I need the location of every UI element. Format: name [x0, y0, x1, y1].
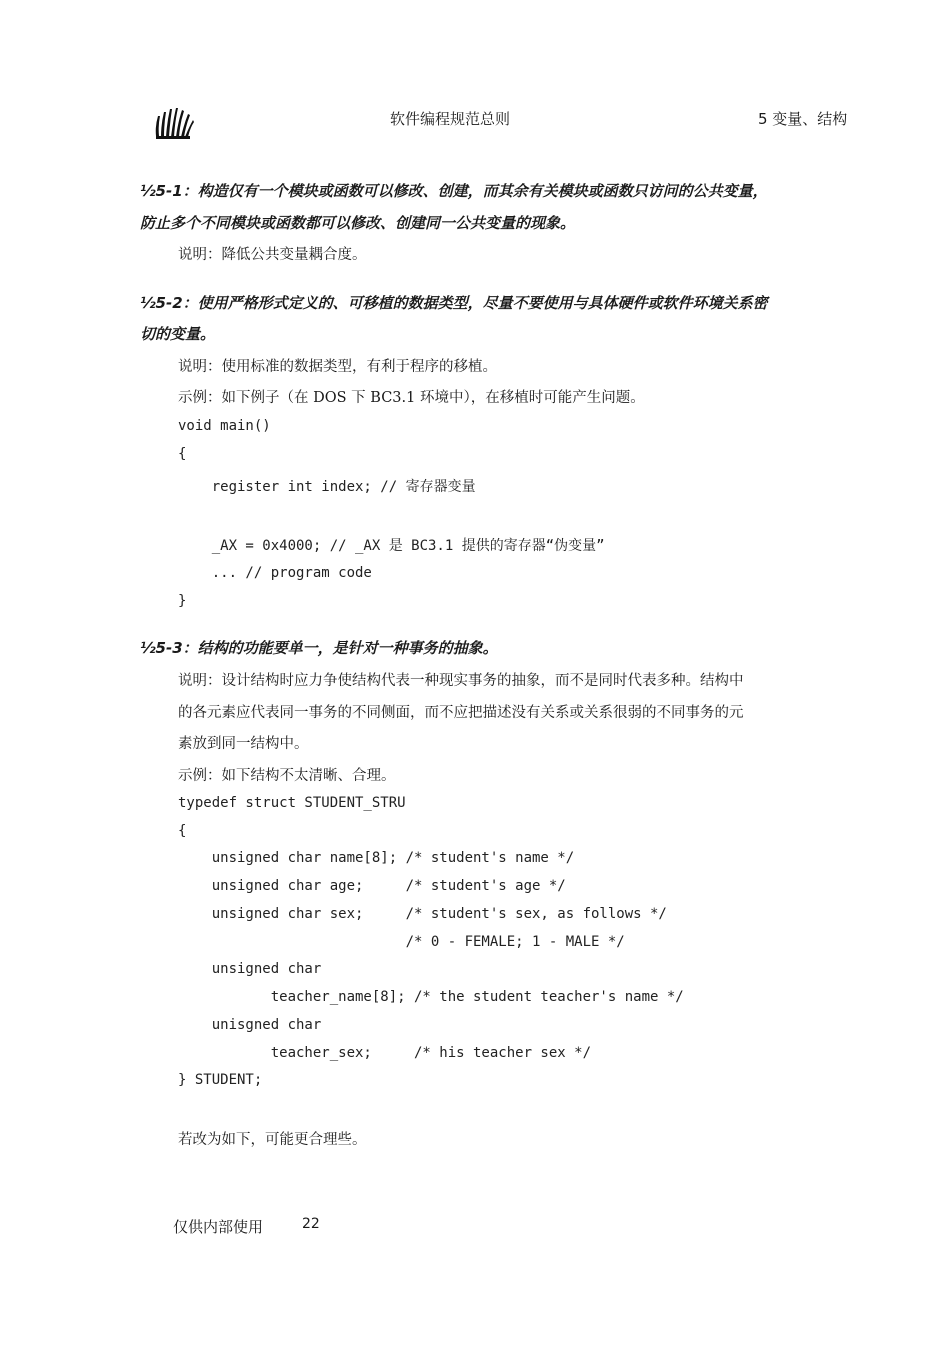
code-line: {	[178, 823, 187, 839]
code-line: unsigned char	[178, 961, 322, 977]
code-line: register int index; // 寄存器变量	[178, 479, 476, 495]
rule-5-1-line-2: 防止多个不同模块或函数都可以修改、创建同一公共变量的现象。	[140, 214, 576, 232]
rule-5-3-line-1: ½5-3：结构的功能要单一，是针对一种事务的抽象。	[140, 639, 498, 657]
code-line: ... // program code	[178, 565, 372, 581]
rule-5-1-note: 说明：降低公共变量耦合度。	[178, 247, 367, 263]
code-line: void main()	[178, 418, 271, 434]
page-number: 22	[302, 1216, 320, 1232]
document-title: 软件编程规范总则	[390, 110, 511, 128]
rule-5-1-line-1: ½5-1：构造仅有一个模块或函数可以修改、创建，而其余有关模块或函数只访问的公共变量，	[140, 182, 768, 200]
footer-label: 仅供内部使用	[173, 1218, 264, 1236]
rule-5-2-note: 说明：使用标准的数据类型，有利于程序的移植。	[178, 359, 497, 375]
code-line: {	[178, 446, 187, 462]
rule-5-3-after: 若改为如下，可能更合理些。	[178, 1132, 367, 1148]
rule-5-2-line-2: 切的变量。	[140, 325, 216, 343]
rule-5-3-note-line-3: 素放到同一结构中。	[178, 736, 309, 752]
rule-5-3-note-line-2: 的各元素应代表同一事务的不同侧面，而不应把描述没有关系或关系很弱的不同事务的元	[178, 705, 744, 721]
rule-5-2-example: 示例：如下例子（在 DOS 下 BC3.1 环境中），在移植时可能产生问题。	[178, 390, 645, 406]
code-line: /* 0 - FEMALE; 1 - MALE */	[178, 934, 625, 950]
code-line: }	[178, 593, 187, 609]
code-line: unsigned char sex; /* student's sex, as follows */	[178, 906, 667, 922]
code-line: teacher_name[8]; /* the student teacher's name */	[178, 989, 684, 1005]
code-line: } STUDENT;	[178, 1072, 263, 1088]
code-line: typedef struct STUDENT_STRU	[178, 795, 406, 811]
rule-5-3-note-line-1: 说明：设计结构时应力争使结构代表一种现实事务的抽象，而不是同时代表多种。结构中	[178, 673, 744, 689]
code-line: teacher_sex; /* his teacher sex */	[178, 1045, 592, 1061]
company-logo	[152, 106, 196, 140]
code-line: unsigned char age; /* student's age */	[178, 878, 566, 894]
code-line: _AX = 0x4000; // _AX 是 BC3.1 提供的寄存器“伪变量”	[178, 538, 605, 554]
rule-5-3-example: 示例：如下结构不太清晰、合理。	[178, 768, 396, 784]
rule-5-2-line-1: ½5-2：使用严格形式定义的、可移植的数据类型，尽量不要使用与具体硬件或软件环境关系密	[140, 294, 768, 312]
chapter-title: 5 变量、结构	[758, 110, 848, 128]
code-line: unsigned char name[8]; /* student's name */	[178, 850, 575, 866]
code-line: unisgned char	[178, 1017, 322, 1033]
